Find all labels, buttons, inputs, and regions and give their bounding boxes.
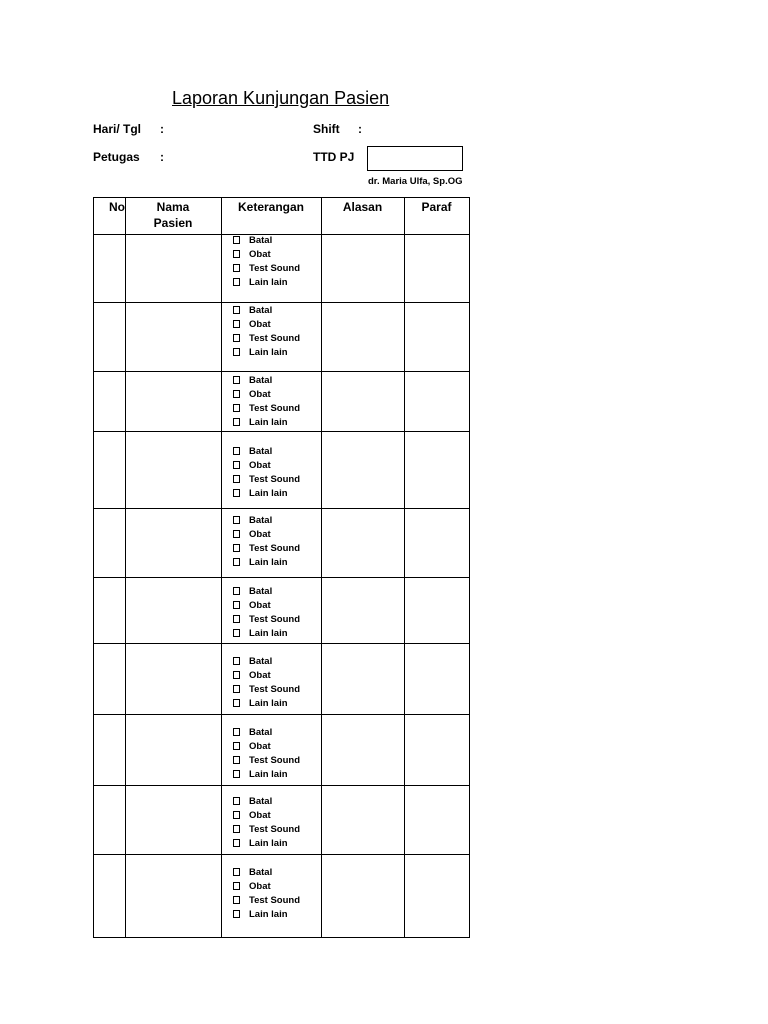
checkbox-icon[interactable]: [233, 530, 240, 538]
checkbox-icon[interactable]: [233, 306, 240, 314]
table-row-line: [93, 937, 470, 938]
checkbox-icon[interactable]: [233, 811, 240, 819]
checkbox-icon[interactable]: [233, 376, 240, 384]
option-label: Test Sound: [249, 543, 301, 554]
option-label: Lain lain: [249, 488, 288, 499]
option-label: Lain lain: [249, 628, 288, 639]
checkbox-icon[interactable]: [233, 447, 240, 455]
checkbox-icon[interactable]: [233, 671, 240, 679]
option-label: Batal: [249, 867, 273, 878]
keterangan-options: [229, 585, 325, 641]
petugas-colon: :: [160, 150, 164, 164]
checkbox-icon[interactable]: [233, 896, 240, 904]
keterangan-option: [229, 346, 325, 360]
option-label: Obat: [249, 529, 271, 540]
keterangan-option: [229, 837, 325, 851]
option-label: Batal: [249, 305, 273, 316]
option-label: Obat: [249, 881, 271, 892]
checkbox-icon[interactable]: [233, 797, 240, 805]
option-label: Lain lain: [249, 277, 288, 288]
header-alasan: Alasan: [342, 200, 383, 214]
keterangan-option: [229, 683, 325, 697]
keterangan-options: [229, 234, 325, 290]
shift-label: Shift: [313, 122, 340, 136]
keterangan-option: [229, 740, 325, 754]
checkbox-icon[interactable]: [233, 657, 240, 665]
checkbox-icon[interactable]: [233, 601, 240, 609]
option-label: Batal: [249, 235, 273, 246]
keterangan-option: [229, 528, 325, 542]
checkbox-icon[interactable]: [233, 236, 240, 244]
table-column-line: [404, 197, 405, 938]
checkbox-icon[interactable]: [233, 615, 240, 623]
checkbox-icon[interactable]: [233, 825, 240, 833]
keterangan-options: [229, 514, 325, 570]
keterangan-option: [229, 388, 325, 402]
table-row-line: [93, 197, 470, 198]
table-row-line: [93, 508, 470, 509]
table-column-line: [469, 197, 470, 938]
option-label: Test Sound: [249, 895, 301, 906]
checkbox-icon[interactable]: [233, 728, 240, 736]
option-label: Lain lain: [249, 698, 288, 709]
checkbox-icon[interactable]: [233, 685, 240, 693]
keterangan-option: [229, 514, 325, 528]
table-row-line: [93, 577, 470, 578]
keterangan-option: [229, 697, 325, 711]
keterangan-option: [229, 473, 325, 487]
option-label: Batal: [249, 375, 273, 386]
checkbox-icon[interactable]: [233, 278, 240, 286]
table-row-line: [93, 854, 470, 855]
header-keterangan: Keterangan: [237, 200, 305, 214]
keterangan-option: [229, 248, 325, 262]
keterangan-option: [229, 459, 325, 473]
keterangan-options: [229, 866, 325, 922]
keterangan-option: [229, 402, 325, 416]
visit-table: [93, 197, 470, 938]
checkbox-icon[interactable]: [233, 868, 240, 876]
checkbox-icon[interactable]: [233, 558, 240, 566]
option-label: Test Sound: [249, 755, 301, 766]
keterangan-option: [229, 754, 325, 768]
option-label: Obat: [249, 249, 271, 260]
option-label: Batal: [249, 515, 273, 526]
doctor-name: dr. Maria Ulfa, Sp.OG: [368, 176, 463, 187]
keterangan-option: [229, 894, 325, 908]
keterangan-option: [229, 866, 325, 880]
option-label: Obat: [249, 319, 271, 330]
keterangan-option: [229, 318, 325, 332]
keterangan-option: [229, 613, 325, 627]
keterangan-option: [229, 655, 325, 669]
keterangan-options: [229, 655, 325, 711]
option-label: Obat: [249, 600, 271, 611]
keterangan-option: [229, 234, 325, 248]
checkbox-icon[interactable]: [233, 587, 240, 595]
option-label: Batal: [249, 796, 273, 807]
hari-tgl-label: Hari/ Tgl: [93, 122, 142, 136]
checkbox-icon[interactable]: [233, 742, 240, 750]
keterangan-option: [229, 445, 325, 459]
petugas-label: Petugas: [93, 150, 140, 164]
keterangan-option: [229, 374, 325, 388]
checkbox-icon[interactable]: [233, 756, 240, 764]
option-label: Test Sound: [249, 684, 301, 695]
option-label: Lain lain: [249, 417, 288, 428]
option-label: Test Sound: [249, 263, 301, 274]
checkbox-icon[interactable]: [233, 250, 240, 258]
keterangan-option: [229, 262, 325, 276]
keterangan-option: [229, 276, 325, 290]
keterangan-options: [229, 726, 325, 782]
table-row-line: [93, 431, 470, 432]
option-label: Batal: [249, 446, 273, 457]
keterangan-option: [229, 795, 325, 809]
signature-box[interactable]: [367, 146, 463, 171]
option-label: Batal: [249, 727, 273, 738]
keterangan-option: [229, 809, 325, 823]
checkbox-icon[interactable]: [233, 418, 240, 426]
checkbox-icon[interactable]: [233, 461, 240, 469]
keterangan-option: [229, 542, 325, 556]
keterangan-option: [229, 332, 325, 346]
header-no: No: [109, 200, 125, 214]
keterangan-option: [229, 627, 325, 641]
option-label: Test Sound: [249, 403, 301, 414]
keterangan-option: [229, 726, 325, 740]
checkbox-icon[interactable]: [233, 839, 240, 847]
checkbox-icon[interactable]: [233, 348, 240, 356]
table-row-line: [93, 714, 470, 715]
checkbox-icon[interactable]: [233, 544, 240, 552]
keterangan-option: [229, 556, 325, 570]
keterangan-options: [229, 445, 325, 501]
checkbox-icon[interactable]: [233, 629, 240, 637]
checkbox-icon[interactable]: [233, 910, 240, 918]
table-row-line: [93, 785, 470, 786]
checkbox-icon[interactable]: [233, 320, 240, 328]
keterangan-option: [229, 304, 325, 318]
option-label: Test Sound: [249, 614, 301, 625]
table-column-line: [221, 197, 222, 938]
option-label: Lain lain: [249, 909, 288, 920]
keterangan-option: [229, 669, 325, 683]
checkbox-icon[interactable]: [233, 475, 240, 483]
shift-colon: :: [358, 122, 362, 136]
keterangan-options: [229, 795, 325, 851]
keterangan-options: [229, 374, 325, 430]
option-label: Lain lain: [249, 557, 288, 568]
header-nama-pasien: Nama Pasien: [153, 200, 193, 230]
keterangan-option: [229, 768, 325, 782]
hari-tgl-colon: :: [160, 122, 164, 136]
option-label: Test Sound: [249, 474, 301, 485]
keterangan-option: [229, 416, 325, 430]
option-label: Obat: [249, 389, 271, 400]
keterangan-options: [229, 304, 325, 360]
table-column-line: [93, 197, 94, 938]
checkbox-icon[interactable]: [233, 516, 240, 524]
checkbox-icon[interactable]: [233, 699, 240, 707]
table-row-line: [93, 302, 470, 303]
option-label: Test Sound: [249, 333, 301, 344]
keterangan-option: [229, 908, 325, 922]
checkbox-icon[interactable]: [233, 264, 240, 272]
page-title: Laporan Kunjungan Pasien: [172, 88, 390, 108]
option-label: Obat: [249, 741, 271, 752]
option-label: Obat: [249, 670, 271, 681]
option-label: Obat: [249, 460, 271, 471]
checkbox-icon[interactable]: [233, 404, 240, 412]
keterangan-option: [229, 880, 325, 894]
keterangan-option: [229, 487, 325, 501]
table-row-line: [93, 371, 470, 372]
option-label: Lain lain: [249, 769, 288, 780]
checkbox-icon[interactable]: [233, 489, 240, 497]
option-label: Batal: [249, 656, 273, 667]
table-column-line: [125, 197, 126, 938]
option-label: Lain lain: [249, 347, 288, 358]
checkbox-icon[interactable]: [233, 770, 240, 778]
checkbox-icon[interactable]: [233, 390, 240, 398]
table-row-line: [93, 643, 470, 644]
keterangan-option: [229, 599, 325, 613]
keterangan-option: [229, 585, 325, 599]
ttd-pj-label: TTD PJ: [313, 150, 355, 164]
checkbox-icon[interactable]: [233, 334, 240, 342]
checkbox-icon[interactable]: [233, 882, 240, 890]
option-label: Test Sound: [249, 824, 301, 835]
option-label: Obat: [249, 810, 271, 821]
header-paraf: Paraf: [421, 200, 452, 214]
keterangan-option: [229, 823, 325, 837]
option-label: Batal: [249, 586, 273, 597]
option-label: Lain lain: [249, 838, 288, 849]
